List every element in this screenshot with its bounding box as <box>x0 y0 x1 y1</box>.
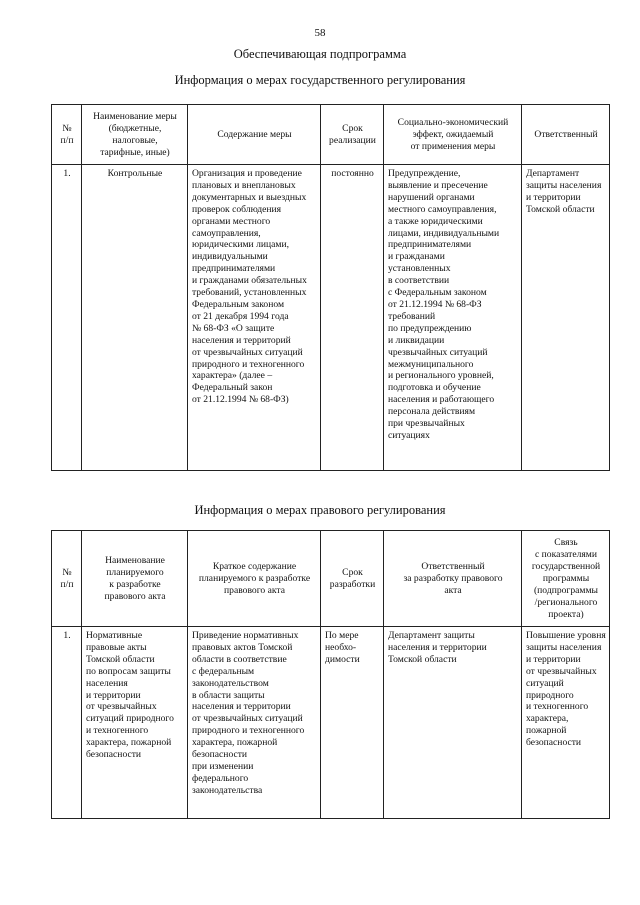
row-num: 1. <box>52 627 82 819</box>
text-line: Краткое содержание <box>212 561 297 573</box>
text-line: законодательством <box>192 677 269 689</box>
text-line: характера» (далее – <box>192 370 273 382</box>
text-line: а также юридическими <box>388 215 483 227</box>
text-line: Организация и проведение <box>192 168 302 179</box>
legal-table-header-row <box>52 531 610 627</box>
text-line: природного <box>526 689 574 701</box>
row-measure-name: Контрольные <box>82 165 188 471</box>
text-line: Повышение уровня <box>526 630 606 641</box>
text-line: Срок <box>342 567 363 579</box>
text-line: проверок соблюдения <box>192 203 282 215</box>
text-line: программы <box>542 573 590 585</box>
text-line: от чрезвычайных ситуаций <box>192 346 303 358</box>
text-line: предпринимателями <box>388 239 472 251</box>
row-development-term <box>321 627 384 819</box>
row-implementation-term: постоянно <box>321 165 384 471</box>
text-line: и гражданами обязательных <box>192 275 307 287</box>
text-line: подготовка и обучение <box>388 382 481 394</box>
text-line: Нормативные <box>86 630 143 641</box>
header-expected-effect <box>384 105 522 165</box>
text-line: № 68-ФЗ «О защите <box>192 322 275 334</box>
state-regulation-title: Информация о мерах государственного регулирования <box>174 73 466 87</box>
text-line: (подпрограммы <box>533 584 599 596</box>
text-line: в области защиты <box>192 689 265 701</box>
text-line: Ответственный <box>534 129 598 141</box>
text-line: и техногенного <box>526 701 589 713</box>
header-development-term <box>321 531 384 627</box>
subprogram-title: Обеспечивающая подпрограмма <box>233 47 407 61</box>
row-measure-content <box>188 165 321 471</box>
header-indicators-link <box>522 531 610 627</box>
text-line: Приведение нормативных <box>192 630 299 641</box>
text-line: предпринимателями <box>192 263 276 275</box>
text-line: к разработке <box>109 579 161 590</box>
text-line: населения и территории <box>192 701 291 713</box>
text-line: лицами, индивидуальными <box>388 227 500 239</box>
legal-regulation-title: Информация о мерах правового регулирования <box>194 503 446 517</box>
text-line: ситуаций <box>526 677 564 689</box>
text-line: № <box>62 123 72 135</box>
text-line: юридическими лицами, <box>192 239 290 251</box>
text-line: по предупреждению <box>388 322 472 334</box>
text-line: характера, <box>526 713 569 725</box>
text-line: разработки <box>329 579 376 590</box>
text-line: населения и работающего <box>388 394 495 406</box>
text-line: димости <box>325 653 360 665</box>
text-line: Томской области <box>526 203 595 215</box>
text-line: Томской области <box>86 653 155 665</box>
text-line: реализации <box>329 135 376 146</box>
text-line: от чрезвычайных ситуаций <box>192 713 303 725</box>
text-line: при изменении <box>192 760 254 772</box>
text-line: и территории <box>526 653 581 665</box>
text-line: и гражданами <box>388 251 445 263</box>
row-responsible <box>522 165 610 471</box>
text-line: за разработку правового <box>403 573 503 585</box>
text-line: п/п <box>60 579 74 590</box>
text-line: пожарной <box>526 725 567 737</box>
text-line: № <box>62 567 72 579</box>
text-line: от 21.12.1994 № 68-ФЗ) <box>192 394 289 406</box>
text-line: акта <box>444 584 462 596</box>
text-line: установленных <box>388 263 451 275</box>
text-line: с Федеральным законом <box>388 287 487 299</box>
text-line: правового акта <box>224 584 285 596</box>
text-line: правовых актов Томской <box>192 641 293 653</box>
text-line: требований, установленных <box>192 287 307 299</box>
row-expected-effect <box>384 165 522 471</box>
text-line: выявление и пресечение <box>388 179 488 191</box>
text-line: Томской области <box>388 653 457 665</box>
text-line: от чрезвычайных <box>86 701 157 713</box>
page-number: 58 <box>314 27 326 39</box>
text-line: безопасности <box>526 737 582 749</box>
text-line: населения <box>86 677 128 689</box>
text-line: плановых и внеплановых <box>192 179 296 191</box>
text-line: и территории <box>86 689 141 701</box>
text-line: ситуаций природного <box>86 713 174 725</box>
header-num <box>52 531 82 627</box>
text-line: с федеральным <box>192 665 255 677</box>
text-line: правового акта <box>104 590 166 602</box>
text-line: Федеральным законом <box>192 298 285 310</box>
text-line: Связь <box>554 537 578 549</box>
text-line: правовые акты <box>86 641 147 653</box>
text-line: /регионального <box>534 596 598 608</box>
row-act-summary <box>188 627 321 819</box>
text-line: Наименование меры <box>93 111 177 123</box>
text-line: (бюджетные, <box>108 123 162 135</box>
text-line: при чрезвычайных <box>388 418 465 430</box>
state-table-row <box>52 165 610 471</box>
text-line: самоуправления, <box>192 227 261 239</box>
legal-regulation-table <box>51 530 610 819</box>
text-line: чрезвычайных ситуаций <box>388 346 488 358</box>
text-line: и регионального уровней, <box>388 370 494 382</box>
text-line: нарушений органами <box>388 191 475 203</box>
text-line: федерального <box>192 772 249 784</box>
text-line: межмуниципального <box>388 358 474 370</box>
text-line: с показателями <box>534 549 598 561</box>
state-regulation-table <box>51 104 610 471</box>
text-line: законодательства <box>192 784 263 796</box>
header-act-name <box>82 531 188 627</box>
text-line: и территории <box>526 191 581 203</box>
text-line: и ликвидации <box>388 334 445 346</box>
text-line: налоговые, <box>112 135 158 146</box>
text-line: по вопросам защиты <box>86 665 171 677</box>
text-line: По мере <box>325 630 359 641</box>
text-line: области в соответствие <box>192 653 287 665</box>
text-line: необхо- <box>325 641 357 653</box>
text-line: природного и техногенного <box>192 358 305 370</box>
legal-table-row <box>52 627 610 819</box>
row-num: 1. <box>52 165 82 471</box>
text-line: защиты населения <box>526 641 602 653</box>
text-line: Департамент <box>526 168 580 179</box>
row-indicators-link <box>522 627 610 819</box>
text-line: от применения меры <box>410 140 496 152</box>
text-line: от 21.12.1994 № 68-ФЗ <box>388 298 482 310</box>
text-line: проекта) <box>548 608 584 620</box>
text-line: Наименование <box>105 555 165 567</box>
text-line: тарифные, иные) <box>100 146 170 158</box>
text-line: местного самоуправления, <box>388 203 497 215</box>
state-table-header-row <box>52 105 610 165</box>
row-responsible <box>384 627 522 819</box>
text-line: и техногенного <box>86 725 149 737</box>
text-line: от 21 декабря 1994 года <box>192 310 289 322</box>
text-line: Ответственный <box>421 561 485 573</box>
text-line: планируемого <box>106 567 164 579</box>
text-line: безопасности <box>192 749 248 761</box>
text-line: ситуациях <box>388 429 430 441</box>
text-line: Содержание меры <box>217 129 292 141</box>
text-line: индивидуальными <box>192 251 268 263</box>
text-line: населения и территории <box>388 641 487 653</box>
header-measure-content <box>188 105 321 165</box>
text-line: населения и территорий <box>192 334 291 346</box>
header-implementation-term <box>321 105 384 165</box>
text-line: безопасности <box>86 749 142 761</box>
text-line: планируемого к разработке <box>198 573 311 585</box>
text-line: Предупреждение, <box>388 168 461 179</box>
text-line: Срок <box>342 123 363 135</box>
text-line: в соответствии <box>388 275 450 287</box>
header-measure-name <box>82 105 188 165</box>
text-line: п/п <box>60 135 74 146</box>
text-line: защиты населения <box>526 179 602 191</box>
text-line: природного и техногенного <box>192 725 305 737</box>
text-line: органами местного <box>192 215 271 227</box>
text-line: от чрезвычайных <box>526 665 597 677</box>
text-line: требований <box>388 310 436 322</box>
text-line: эффект, ожидаемый <box>412 129 494 141</box>
header-responsible <box>384 531 522 627</box>
text-line: характера, пожарной <box>86 737 172 749</box>
text-line: характера, пожарной <box>192 737 278 749</box>
header-responsible <box>522 105 610 165</box>
text-line: Федеральный закон <box>192 382 273 394</box>
text-line: государственной <box>531 561 601 573</box>
text-line: Департамент защиты <box>388 630 475 641</box>
header-act-summary <box>188 531 321 627</box>
text-line: Социально-экономический <box>397 117 509 129</box>
text-line: персонала действиям <box>388 406 476 418</box>
text-line: документарных и выездных <box>192 191 307 203</box>
row-act-name <box>82 627 188 819</box>
header-num <box>52 105 82 165</box>
